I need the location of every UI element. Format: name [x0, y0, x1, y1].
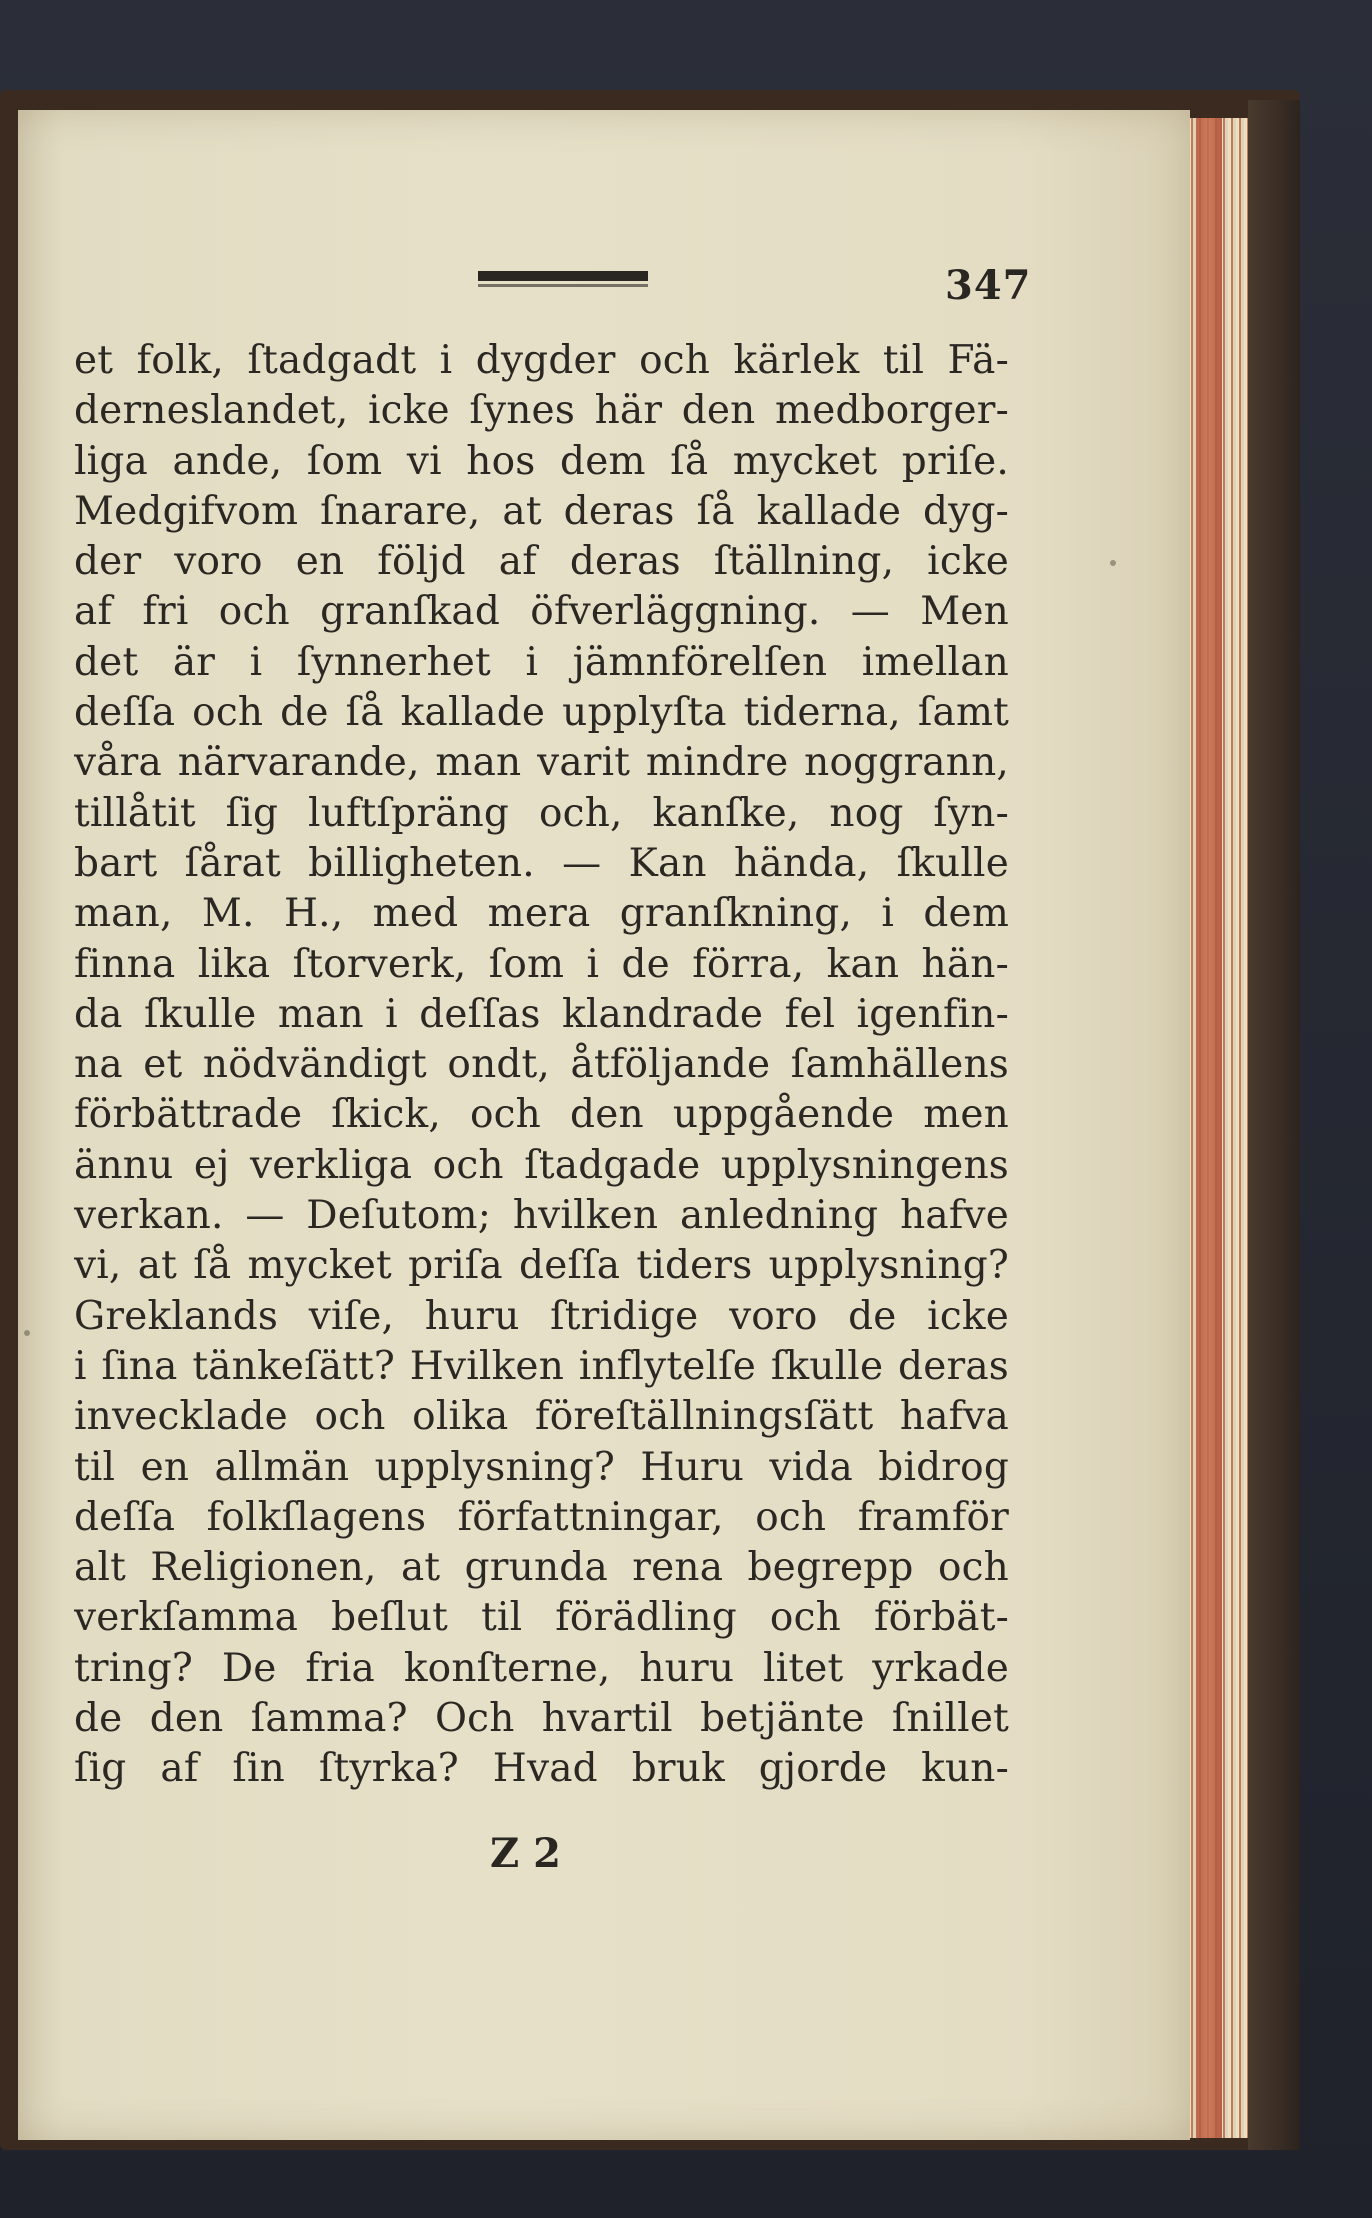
text-line: der voro en följd af deras ſtällning, icke — [74, 539, 1009, 585]
text-line: de den ſamma? Och hvartil betjänte ſnillet — [74, 1696, 1009, 1742]
text-line: invecklade och olika föreſtällningsſätt hafva — [74, 1394, 1009, 1440]
text-line: tillåtit ſig luftſpräng och, kanſke, nog ſyn- — [74, 790, 1009, 836]
signature-mark: Z 2 — [490, 1830, 561, 1877]
text-line: alt Religionen, at grunda rena begrepp och — [74, 1545, 1009, 1591]
header-rule — [478, 271, 648, 281]
text-line: ſig af ſin ſtyrka? Hvad bruk gjorde kun- — [74, 1746, 1009, 1792]
body-text — [74, 336, 1009, 1795]
text-line: til en allmän upplysning? Huru vida bidrog — [74, 1444, 1009, 1490]
text-line: af fri och granſkad öfverläggning. — Men — [74, 589, 1009, 635]
header-rule-thin — [478, 284, 648, 287]
text-line: et folk, ſtadgadt i dygder och kärlek til Fä- — [74, 338, 1009, 383]
text-line: i ſina tänkeſätt? Hvilken inflytelſe ſkulle deras — [74, 1343, 1009, 1389]
text-line: bart ſårat billigheten. — Kan hända, ſkulle — [74, 840, 1009, 886]
text-line: våra närvarande, man varit mindre noggrann, — [74, 740, 1009, 786]
text-line: verkan. — Deſutom; hvilken anledning hafve — [74, 1193, 1009, 1239]
text-line: deſſa och de ſå kallade upplyſta tiderna, ſamt — [74, 690, 1009, 736]
text-line: vi, at ſå mycket priſa deſſa tiders upplysning? — [74, 1243, 1009, 1289]
text-line: ännu ej verkliga och ſtadgade upplysningens — [74, 1142, 1009, 1188]
text-line: förbättrade ſkick, och den uppgående men — [74, 1092, 1009, 1138]
paper-speck — [1110, 560, 1116, 566]
text-line: det är i ſynnerhet i jämnförelſen imellan — [74, 639, 1009, 685]
paper-speck — [24, 1330, 30, 1336]
text-line: man, M. H., med mera granſkning, i dem — [74, 891, 1009, 937]
book-cover-edge — [1248, 100, 1300, 2150]
text-line: da ſkulle man i deſſas klandrade fel igenfin- — [74, 991, 1009, 1037]
page-number: 347 — [945, 262, 1032, 309]
text-line: liga ande, ſom vi hos dem ſå mycket priſe. — [74, 438, 1009, 484]
text-line: Greklands viſe, huru ſtridige voro de icke — [74, 1293, 1009, 1339]
text-line: verkſamma beſlut til förädling och förbät- — [74, 1595, 1009, 1641]
text-line: derneslandet, icke ſynes här den medborger- — [74, 388, 1009, 434]
text-line: Medgifvom ſnarare, at deras ſå kallade dyg- — [74, 488, 1009, 534]
text-line: finna lika ſtorverk, ſom i de förra, kan hän- — [74, 941, 1009, 987]
text-line: deſſa folkſlagens författningar, och framför — [74, 1494, 1009, 1540]
text-line: na et nödvändigt ondt, åtföljande ſamhällens — [74, 1042, 1009, 1088]
text-line: tring? De fria konſterne, huru litet yrkade — [74, 1645, 1009, 1691]
red-edge-stripe — [1196, 118, 1222, 2138]
